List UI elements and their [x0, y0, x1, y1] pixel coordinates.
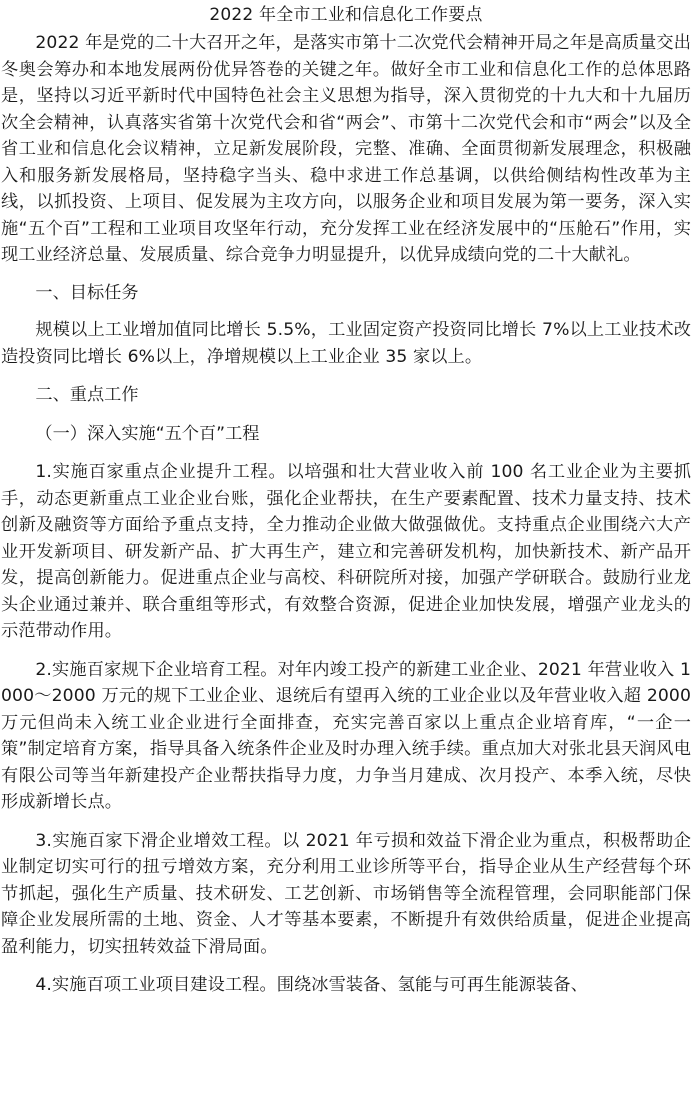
paragraph-spacer	[1, 816, 691, 828]
paragraph-spacer	[1, 409, 691, 421]
paragraph-spacer	[1, 645, 691, 657]
subsection-heading-five-hundred: （一）深入实施“五个百”工程	[35, 423, 260, 444]
item-paragraph-3: 3.实施百家下滑企业增效工程。以 2021 年亏损和效益下滑企业为重点，积极帮助企业制定切实可行的扭亏增效方案，充分利用工业诊所等平台，指导企业从生产经营每个环节抓起，强化生产质量、技术研发、工艺创新、市场销售等全流程管理，会同职能部门保障企业发展所需的土地、资金、人才等基本要素，不断提升有效供给质量，促进企业提高盈利能力，切实扭转效益下滑局面。	[1, 830, 691, 957]
section-heading-goals: 一、目标任务	[35, 282, 139, 303]
intro-paragraph: 2022 年是党的二十大召开之年，是落实市第十二次党代会精神开局之年是高质量交出冬奥会筹办和本地发展两份优异答卷的关键之年。做好全市工业和信息化工作的总体思路是，坚持以习近平新时代中国特色社会主义思想为指导，深入贯彻党的十九大和十九届历次全会精神，认真落实省第十次党代会和省“两会”、市第十二次党代会和市“两会”以及全省工业和信息化会议精神，立足新发展阶段，完整、准确、全面贯彻新发展理念，积极融入和服务新发展格局，坚持稳字当头、稳中求进工作总基调，以供给侧结构性改革为主线，以抓投资、上项目、促发展为主攻方向，以服务企业和项目发展为第一要务，深入实施“五个百”工程和工业项目攻坚年行动，充分发挥工业在经济发展中的“压舱石”作用，实现工业经济总量、发展质量、综合竞争力明显提升，以优异成绩向党的二十大献礼。	[1, 33, 691, 265]
paragraph-spacer	[1, 306, 691, 317]
paragraph-spacer	[1, 370, 691, 382]
paragraph-spacer	[1, 447, 691, 459]
item-paragraph-4: 4.实施百项工业项目建设工程。围绕冰雪装备、氢能与可再生能源装备、	[35, 975, 588, 995]
goals-paragraph: 规模以上工业增加值同比增长 5.5%，工业固定资产投资同比增长 7%以上工业技术改造投资同比增长 6%以上，净增规模以上工业企业 35 家以上。	[1, 320, 691, 367]
section-heading-key-work: 二、重点工作	[35, 385, 139, 405]
paragraph-spacer	[1, 960, 691, 972]
document-title: 2022 年全市工业和信息化工作要点	[209, 5, 483, 25]
item-paragraph-2: 2.实施百家规下企业培育工程。对年内竣工投产的新建工业企业、2021 年营业收入 1000～2000 万元的规下工业企业、退统后有望再入统的工业企业以及年营业收入超 2000 万元但尚未入统工业企业进行全面排查，充实完善百家以上重点企业培育库，“一企一策”制定培育方案，指导具备入统条件企业及时办理入统手续。重点加大对张北县天润风电有限公司等当年新建投产企业帮扶指导力度，力争当月建成、次月投产、本季入统，尽快形成新增长点。	[1, 659, 691, 812]
item-paragraph-1: 1.实施百家重点企业提升工程。以培强和壮大营业收入前 100 名工业企业为主要抓手，动态更新重点工业企业台账，强化企业帮扶，在生产要素配置、技术力量支持、技术创新及融资等方面给予重点支持，全力推动企业做大做强做优。支持重点企业围绕六大产业开发新项目、研发新产品、扩大再生产，建立和完善研发机构，加快新技术、新产品开发，提高创新能力。促进重点企业与高校、科研院所对接，加强产学研联合。鼓励行业龙头企业通过兼并、联合重组等形式，有效整合资源，促进企业加快发展，增强产业龙头的示范带动作用。	[1, 462, 691, 641]
paragraph-spacer	[1, 269, 691, 280]
